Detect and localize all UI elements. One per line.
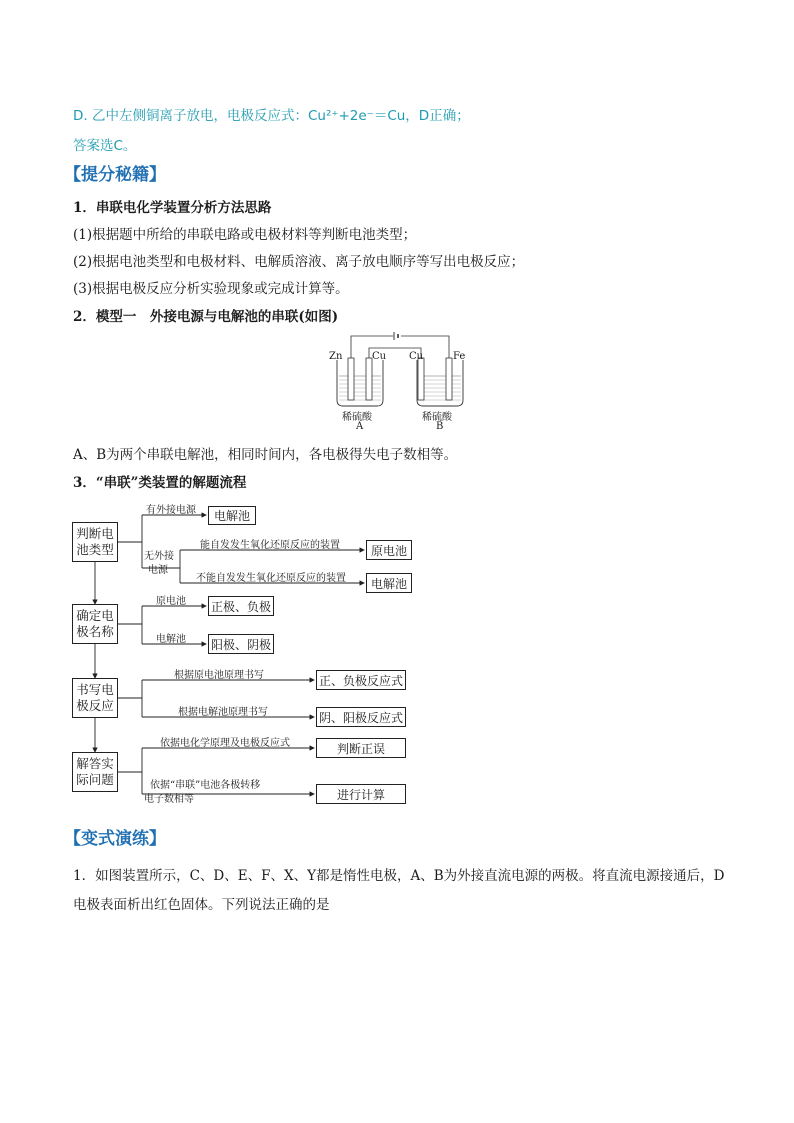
result-pos-neg: 正极、负极 [208, 596, 274, 616]
label-series-transfer-line1: 依据“串联”电池各极转移 [150, 780, 261, 791]
label-electrolytic-principle: 根据电解池原理书写 [178, 707, 268, 718]
label-electrochem-principle: 依据电化学原理及电极反应式 [160, 738, 290, 749]
label-zn: Zn [329, 351, 343, 362]
label-galvanic-principle: 根据原电池原理书写 [174, 670, 264, 681]
step3-line1: 书写电 [76, 682, 114, 697]
tips-item1-line1: (1)根据题中所给的串联电路或电极材料等判断电池类型； [73, 227, 417, 243]
label-fe: Fe [453, 351, 466, 362]
step2-line2: 极名称 [76, 624, 114, 639]
step2-line1: 确定电 [76, 608, 114, 623]
tips-item3-title: 3．“串联”类装置的解题流程 [73, 475, 247, 491]
electrode-fe [446, 358, 452, 400]
result-electrolytic-1: 电解池 [208, 506, 256, 525]
label-cu-b: Cu [409, 351, 424, 362]
practice-title: 【变式演练】 [64, 829, 166, 849]
practice-q1-line1: 1．如图装置所示，C、D、E、F、X、Y都是惰性电极，A、B为外接直流电源的两极。将直流电源接通后，D [73, 868, 725, 884]
step-determine-electrodes [72, 604, 118, 644]
result-calculate: 进行计算 [316, 784, 406, 804]
result-pos-neg-equations: 正、负极反应式 [316, 670, 406, 690]
label-cell-b: B [436, 421, 444, 432]
tips-item1-line2: (2)根据电池类型和电极材料、电解质溶液、离子放电顺序等写出电极反应； [73, 254, 525, 270]
label-electrolyte-a: 稀硫酸 [342, 412, 372, 423]
label-without-power-line1: 无外接 [144, 551, 174, 562]
solution-answer: 答案选C。 [73, 138, 137, 154]
label-cell-a: A [356, 421, 364, 432]
step1-line1: 判断电 [76, 526, 114, 541]
solution-line-d: D. 乙中左侧铜离子放电，电极反应式：Cu²⁺+2e⁻＝Cu，D正确； [73, 108, 470, 124]
tips-title: 【提分秘籍】 [64, 165, 166, 185]
label-non-spontaneous: 不能自发发生氧化还原反应的装置 [196, 573, 346, 584]
practice-q1-line2: 电极表面析出红色固体。下列说法正确的是 [73, 897, 330, 913]
result-electrolytic-2: 电解池 [366, 573, 412, 593]
label-electrolytic-cell: 电解池 [156, 634, 186, 645]
step4-line1: 解答实 [76, 756, 114, 771]
label-with-power: 有外接电源 [146, 505, 196, 516]
electrode-zn [348, 358, 354, 400]
label-series-transfer [144, 779, 260, 807]
solving-flowchart [70, 498, 420, 810]
label-galvanic-cell: 原电池 [156, 596, 186, 607]
label-electrolyte-b: 稀硫酸 [422, 412, 452, 423]
result-anode-cathode-equations: 阴、阳极反应式 [316, 707, 406, 727]
tips-item2-note: A、B为两个串联电解池，相同时间内，各电极得失电子数相等。 [73, 447, 458, 463]
label-without-power [144, 550, 174, 578]
tips-item2-title: 2．模型一 外接电源与电解池的串联(如图) [73, 309, 339, 325]
label-series-transfer-line2: 电子数相等 [144, 794, 194, 805]
tips-item1-line3: (3)根据电极反应分析实验现象或完成计算等。 [73, 281, 349, 297]
result-galvanic: 原电池 [366, 540, 412, 560]
label-cu-a: Cu [372, 351, 387, 362]
step3-line2: 极反应 [76, 698, 114, 713]
step4-line2: 际问题 [76, 772, 114, 787]
step-write-reactions [72, 678, 118, 718]
tips-item1-title: 1．串联电化学装置分析方法思路 [73, 200, 272, 216]
step-solve-problems [72, 752, 118, 792]
label-without-power-line2: 电源 [148, 565, 168, 576]
series-cells-figure [325, 330, 475, 435]
electrode-cu-b [418, 358, 424, 400]
step-judge-cell-type [72, 522, 118, 562]
electrode-cu-a [366, 358, 372, 400]
step1-line2: 池类型 [76, 542, 114, 557]
beaker-a [337, 360, 383, 406]
result-anode-cathode: 阳极、阴极 [208, 634, 274, 654]
result-judge: 判断正误 [316, 738, 406, 758]
label-spontaneous: 能自发发生氧化还原反应的装置 [200, 540, 340, 551]
